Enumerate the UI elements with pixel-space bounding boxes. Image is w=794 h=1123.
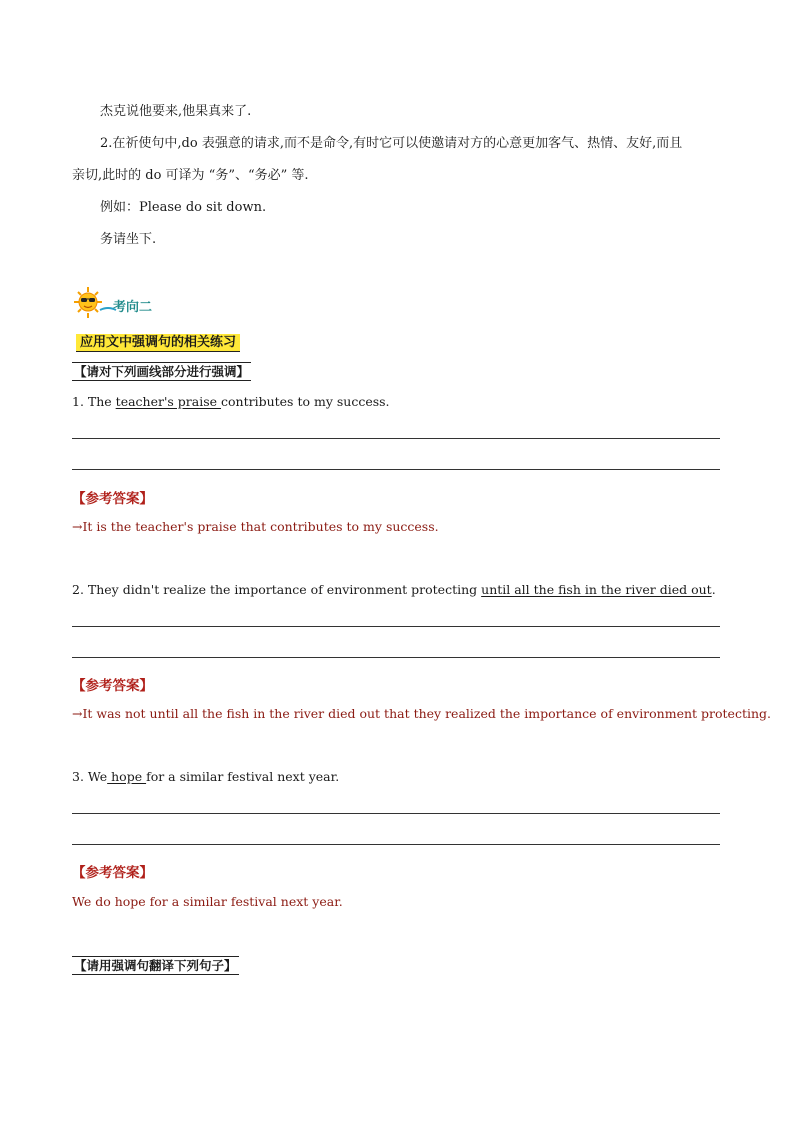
answer-blank-line[interactable] [72, 438, 720, 439]
exercise-2-header: 【请用强调句翻译下列句子】 [74, 958, 237, 973]
answer-1: →It is the teacher's praise that contributes to my success. [72, 519, 439, 534]
exercise-1-header: 【请对下列画线部分进行强调】 [74, 364, 250, 379]
intro-line-2b: 亲切,此时的 do 可译为 “务”、“务必” 等. [72, 168, 309, 183]
intro-line-1: 杰克说他要来,他果真来了. [100, 104, 252, 119]
question-3-suffix: for a similar festival next year. [146, 769, 340, 784]
question-2-suffix: . [711, 582, 716, 597]
intro-line-2a: 2.在祈使句中,do 表强意的请求,而不是命令,有时它可以使邀请对方的心意更加客气、热情、友好,而且 [100, 136, 683, 151]
question-1-underlined: teacher's praise [115, 394, 222, 409]
question-1-suffix: contributes to my success. [221, 394, 390, 409]
question-3-prefix: 3. We [72, 769, 108, 784]
answer-3: We do hope for a similar festival next year. [72, 894, 343, 909]
answer-blank-line[interactable] [72, 469, 720, 470]
question-3-underlined: hope [107, 769, 147, 784]
question-3 [72, 769, 339, 784]
question-2-underlined: until all the fish in the river died out [481, 582, 712, 597]
answer-blank-line[interactable] [72, 626, 720, 627]
sun-with-sunglasses-icon [72, 286, 108, 320]
question-2-prefix: 2. They didn't realize the importance of environment protecting [72, 582, 482, 597]
section-title: 考向二 [113, 300, 153, 315]
answer-label-3: 【参考答案】 [72, 865, 153, 881]
answer-blank-line[interactable] [72, 844, 720, 845]
example-translation: 务请坐下. [100, 232, 157, 247]
answer-blank-line[interactable] [72, 813, 720, 814]
question-1 [72, 394, 390, 409]
answer-2: →It was not until all the fish in the river died out that they realized the importance of environment protecting. [72, 706, 772, 721]
answer-label-2: 【参考答案】 [72, 678, 153, 694]
answer-label-1: 【参考答案】 [72, 491, 153, 507]
example-sentence: 例如：Please do sit down. [100, 200, 267, 215]
question-1-prefix: 1. The [72, 394, 116, 409]
answer-blank-line[interactable] [72, 657, 720, 658]
section-subtitle: 应用文中强调句的相关练习 [76, 334, 240, 352]
question-2 [72, 582, 716, 597]
